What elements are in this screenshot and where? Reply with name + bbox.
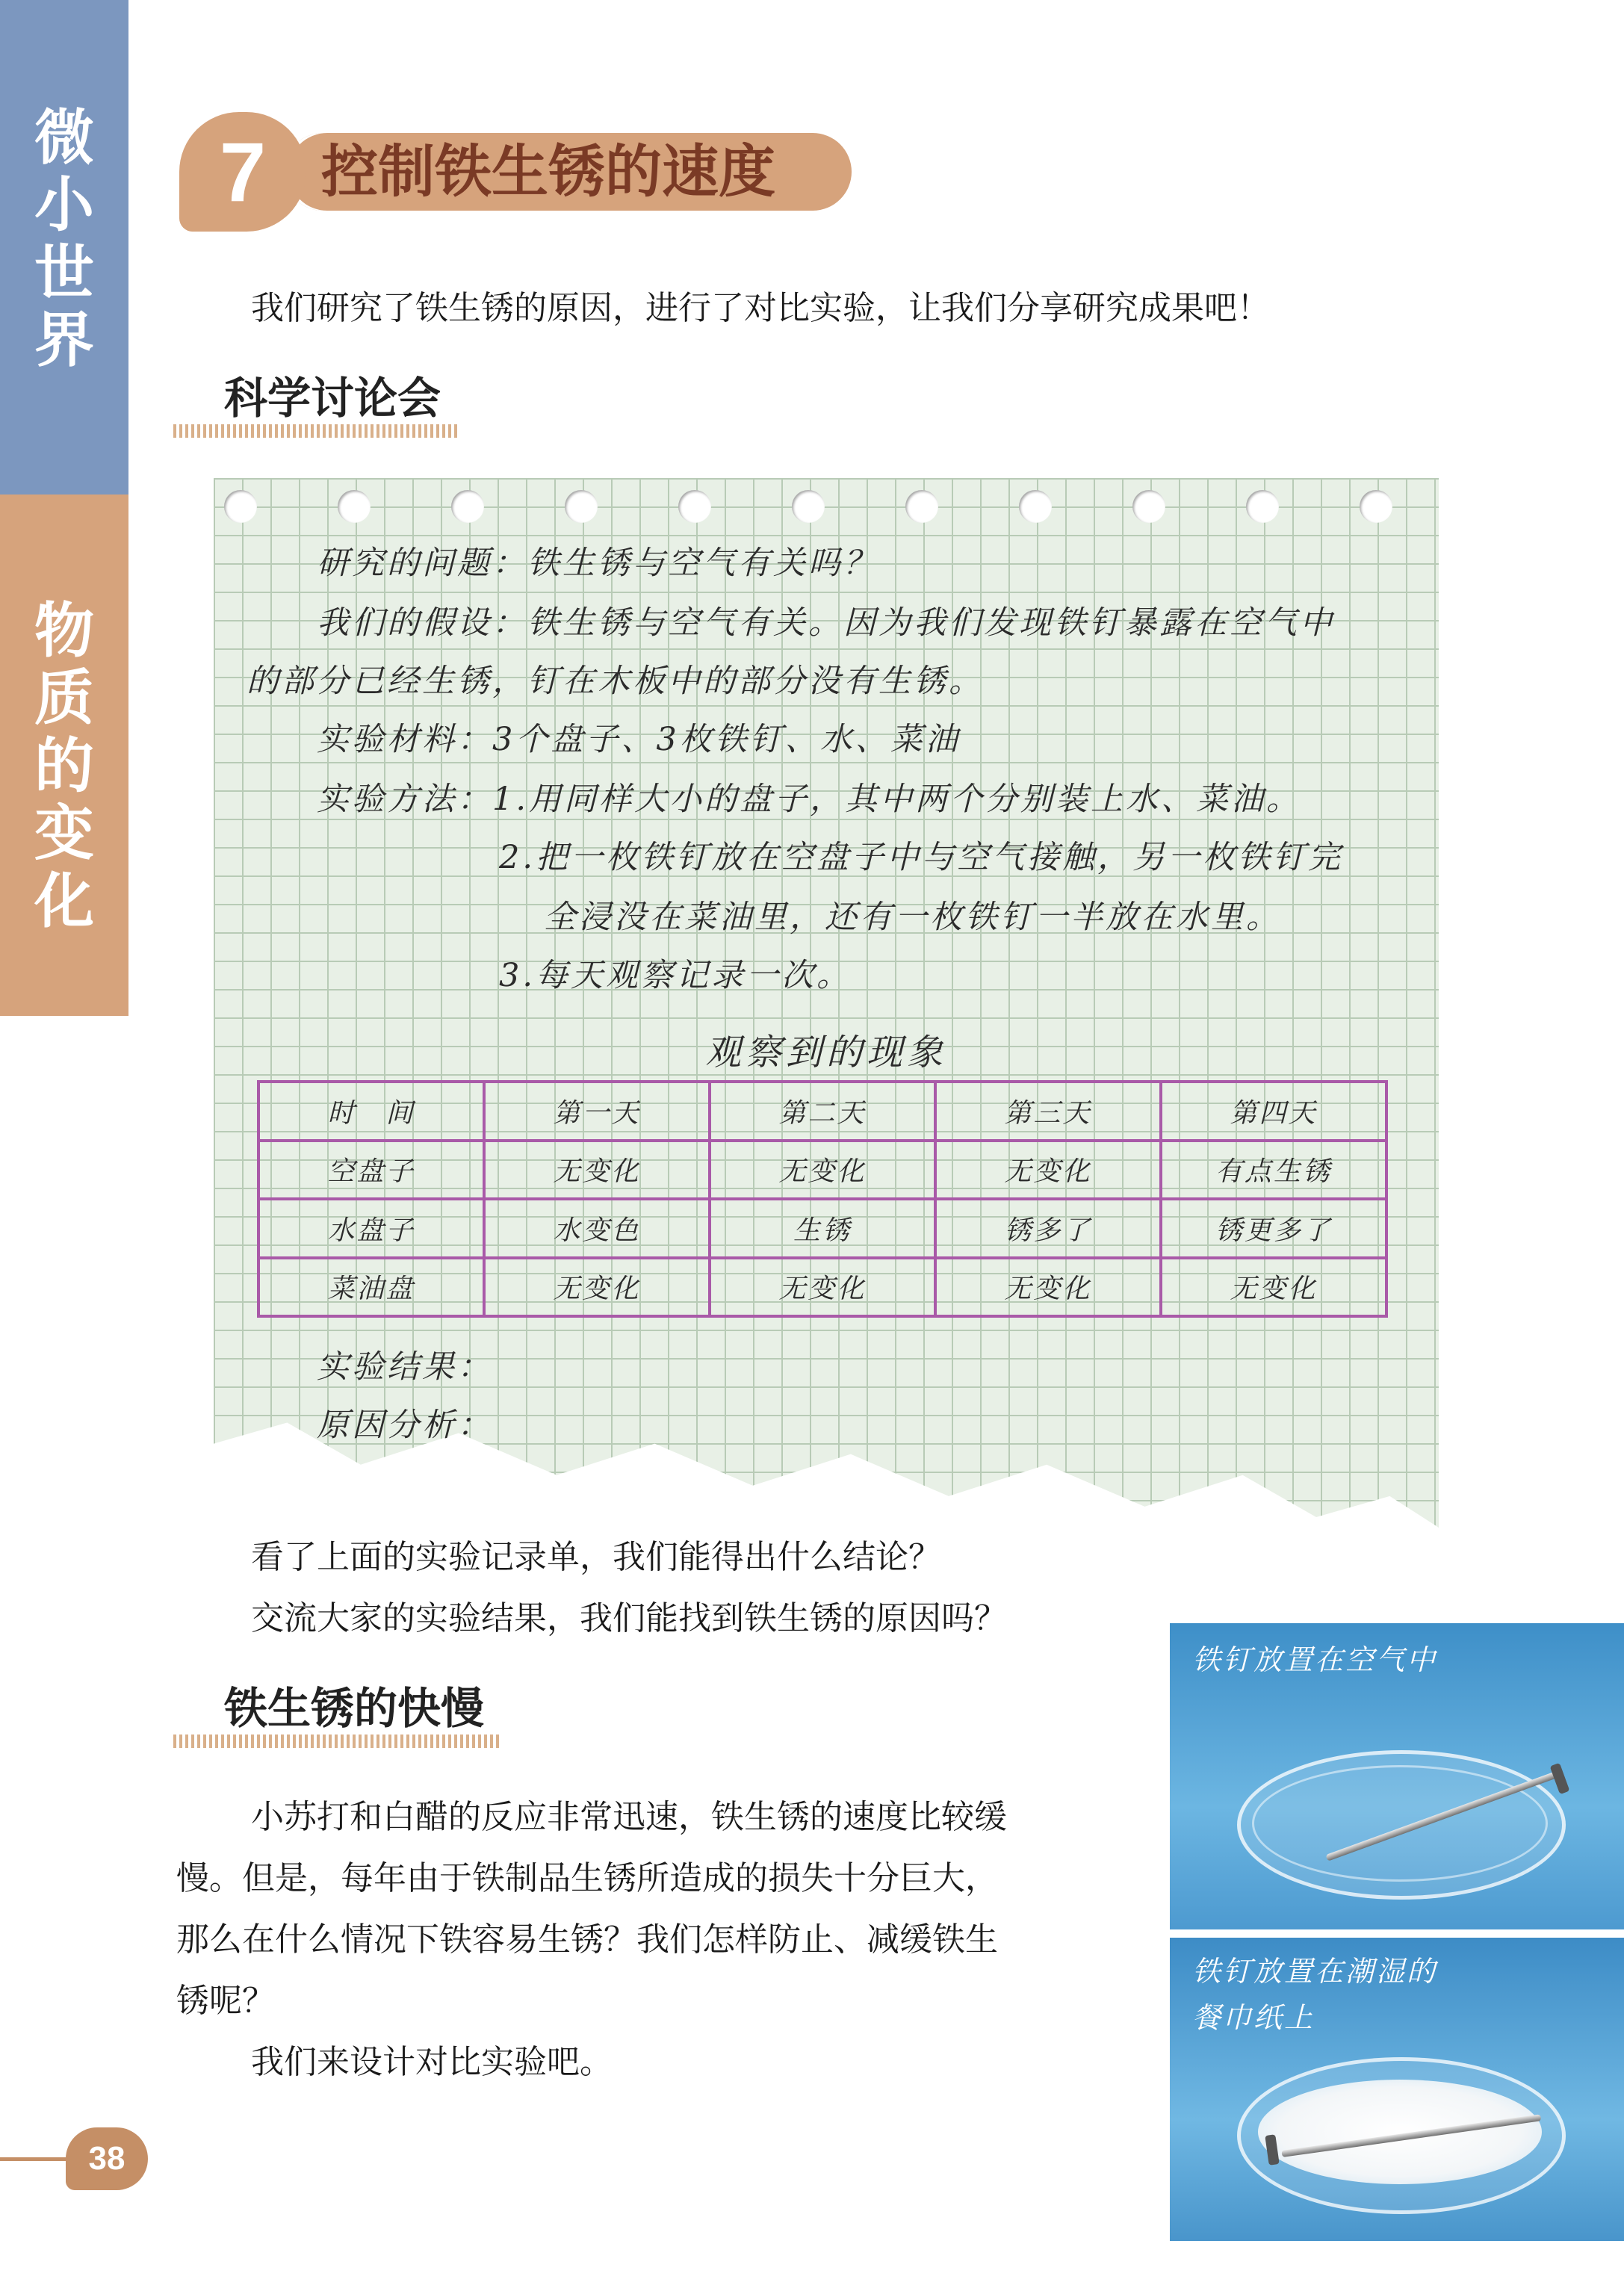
section-divider [173, 1735, 502, 1748]
hypothesis-line: 我们的假设：铁生锈与空气有关。因为我们发现铁钉暴露在空气中 [317, 604, 1335, 642]
binder-hole [678, 490, 711, 523]
body-line: 慢。但是，每年由于铁制品生锈所造成的损失十分巨大， [176, 1859, 998, 1897]
table-row [258, 1141, 1386, 1200]
binder-hole [1019, 490, 1052, 523]
table-cell: 锈更多了 [1161, 1199, 1386, 1258]
unit-tab-matter-change-label [0, 598, 128, 935]
photo-caption: 餐巾纸上 [1192, 2001, 1315, 2034]
table-header-cell: 第一天 [484, 1082, 710, 1141]
table-header-row [258, 1082, 1386, 1141]
binder-hole [451, 490, 484, 523]
table-cell: 无变化 [710, 1141, 935, 1200]
table-cell: 无变化 [935, 1141, 1161, 1200]
table-header-cell: 第三天 [935, 1082, 1161, 1141]
table-row [258, 1258, 1386, 1317]
table-cell: 无变化 [1161, 1258, 1386, 1317]
table-cell: 水变色 [484, 1199, 710, 1258]
photo-caption: 铁钉放置在空气中 [1192, 1643, 1438, 1676]
table-header-cell: 第四天 [1161, 1082, 1386, 1141]
petri-dish-rim [1252, 1765, 1548, 1882]
lesson-number-badge [179, 112, 306, 232]
binder-hole [792, 490, 825, 523]
body-line: 小苏打和白醋的反应非常迅速，铁生锈的速度比较缓 [251, 1798, 1007, 1836]
observation-table [257, 1080, 1388, 1318]
body-line: 我们来设计对比实验吧。 [251, 2043, 613, 2081]
lesson-title: 控制铁生锈的速度 [321, 138, 775, 205]
table-cell: 水盘子 [258, 1199, 484, 1258]
intro-text: 我们研究了铁生锈的原因，进行了对比实验，让我们分享研究成果吧！ [251, 289, 1270, 327]
tab-char: 质 [34, 663, 94, 734]
method-line: 3.每天观察记录一次。 [499, 957, 852, 994]
method-line: 2.把一枚铁钉放在空盘子中与空气接触，另一枚铁钉完 [499, 839, 1344, 876]
tab-char: 物 [34, 596, 94, 666]
table-cell: 无变化 [935, 1258, 1161, 1317]
section-divider [173, 424, 457, 438]
binder-hole [1360, 490, 1392, 523]
tab-char: 世 [34, 238, 94, 308]
body-line: 锈呢？ [176, 1982, 275, 2020]
hypothesis-line: 的部分已经生锈，钉在木板中的部分没有生锈。 [247, 663, 984, 700]
question-line: 看了上面的实验记录单，我们能得出什么结论？ [251, 1538, 941, 1576]
unit-tab-micro-world-label [0, 105, 128, 375]
observation-table-title: 观察到的现象 [704, 1032, 947, 1073]
binder-hole [1132, 490, 1165, 523]
photo-nail-in-air [1170, 1623, 1624, 1929]
tab-char: 界 [34, 306, 94, 376]
tab-char: 微 [34, 103, 94, 173]
analysis-label: 原因分析： [317, 1407, 492, 1444]
table-cell: 有点生锈 [1161, 1141, 1386, 1200]
materials-line: 实验材料：3个盘子、3枚铁钉、水、菜油 [317, 721, 961, 758]
method-line: 全浸没在菜油里，还有一枚铁钉一半放在水里。 [544, 899, 1281, 936]
section-title-discussion: 科学讨论会 [224, 373, 441, 424]
page-number: 38 [88, 2140, 125, 2177]
result-label: 实验结果： [317, 1348, 492, 1386]
binder-hole [905, 490, 938, 523]
tab-char: 变 [34, 799, 94, 869]
table-cell: 空盘子 [258, 1141, 484, 1200]
research-question: 研究的问题：铁生锈与空气有关吗？ [317, 545, 878, 582]
page-number-badge [66, 2127, 148, 2190]
tab-char: 的 [34, 731, 94, 801]
table-cell: 锈多了 [935, 1199, 1161, 1258]
binder-hole [224, 490, 257, 523]
tab-char: 化 [34, 866, 94, 936]
binder-hole [565, 490, 598, 523]
table-header-cell: 第二天 [710, 1082, 935, 1141]
question-line: 交流大家的实验结果，我们能找到铁生锈的原因吗？ [251, 1599, 1007, 1637]
binder-hole [1246, 490, 1279, 523]
table-row [258, 1199, 1386, 1258]
method-line: 实验方法：1.用同样大小的盘子，其中两个分别装上水、菜油。 [317, 781, 1302, 818]
binder-hole [338, 490, 371, 523]
photo-caption: 铁钉放置在潮湿的 [1192, 1955, 1438, 1988]
table-header-cell: 时 间 [258, 1082, 484, 1141]
table-cell: 生锈 [710, 1199, 935, 1258]
tab-char: 小 [34, 170, 94, 241]
table-cell: 无变化 [484, 1258, 710, 1317]
body-line: 那么在什么情况下铁容易生锈？我们怎样防止、减缓铁生 [176, 1921, 998, 1959]
table-cell: 菜油盘 [258, 1258, 484, 1317]
lesson-number: 7 [219, 125, 267, 219]
photo-nail-on-wet-napkin [1170, 1938, 1624, 2241]
wet-napkin-icon [1258, 2080, 1542, 2184]
table-cell: 无变化 [484, 1141, 710, 1200]
section-title-rust-speed: 铁生锈的快慢 [224, 1683, 485, 1734]
table-cell: 无变化 [710, 1258, 935, 1317]
